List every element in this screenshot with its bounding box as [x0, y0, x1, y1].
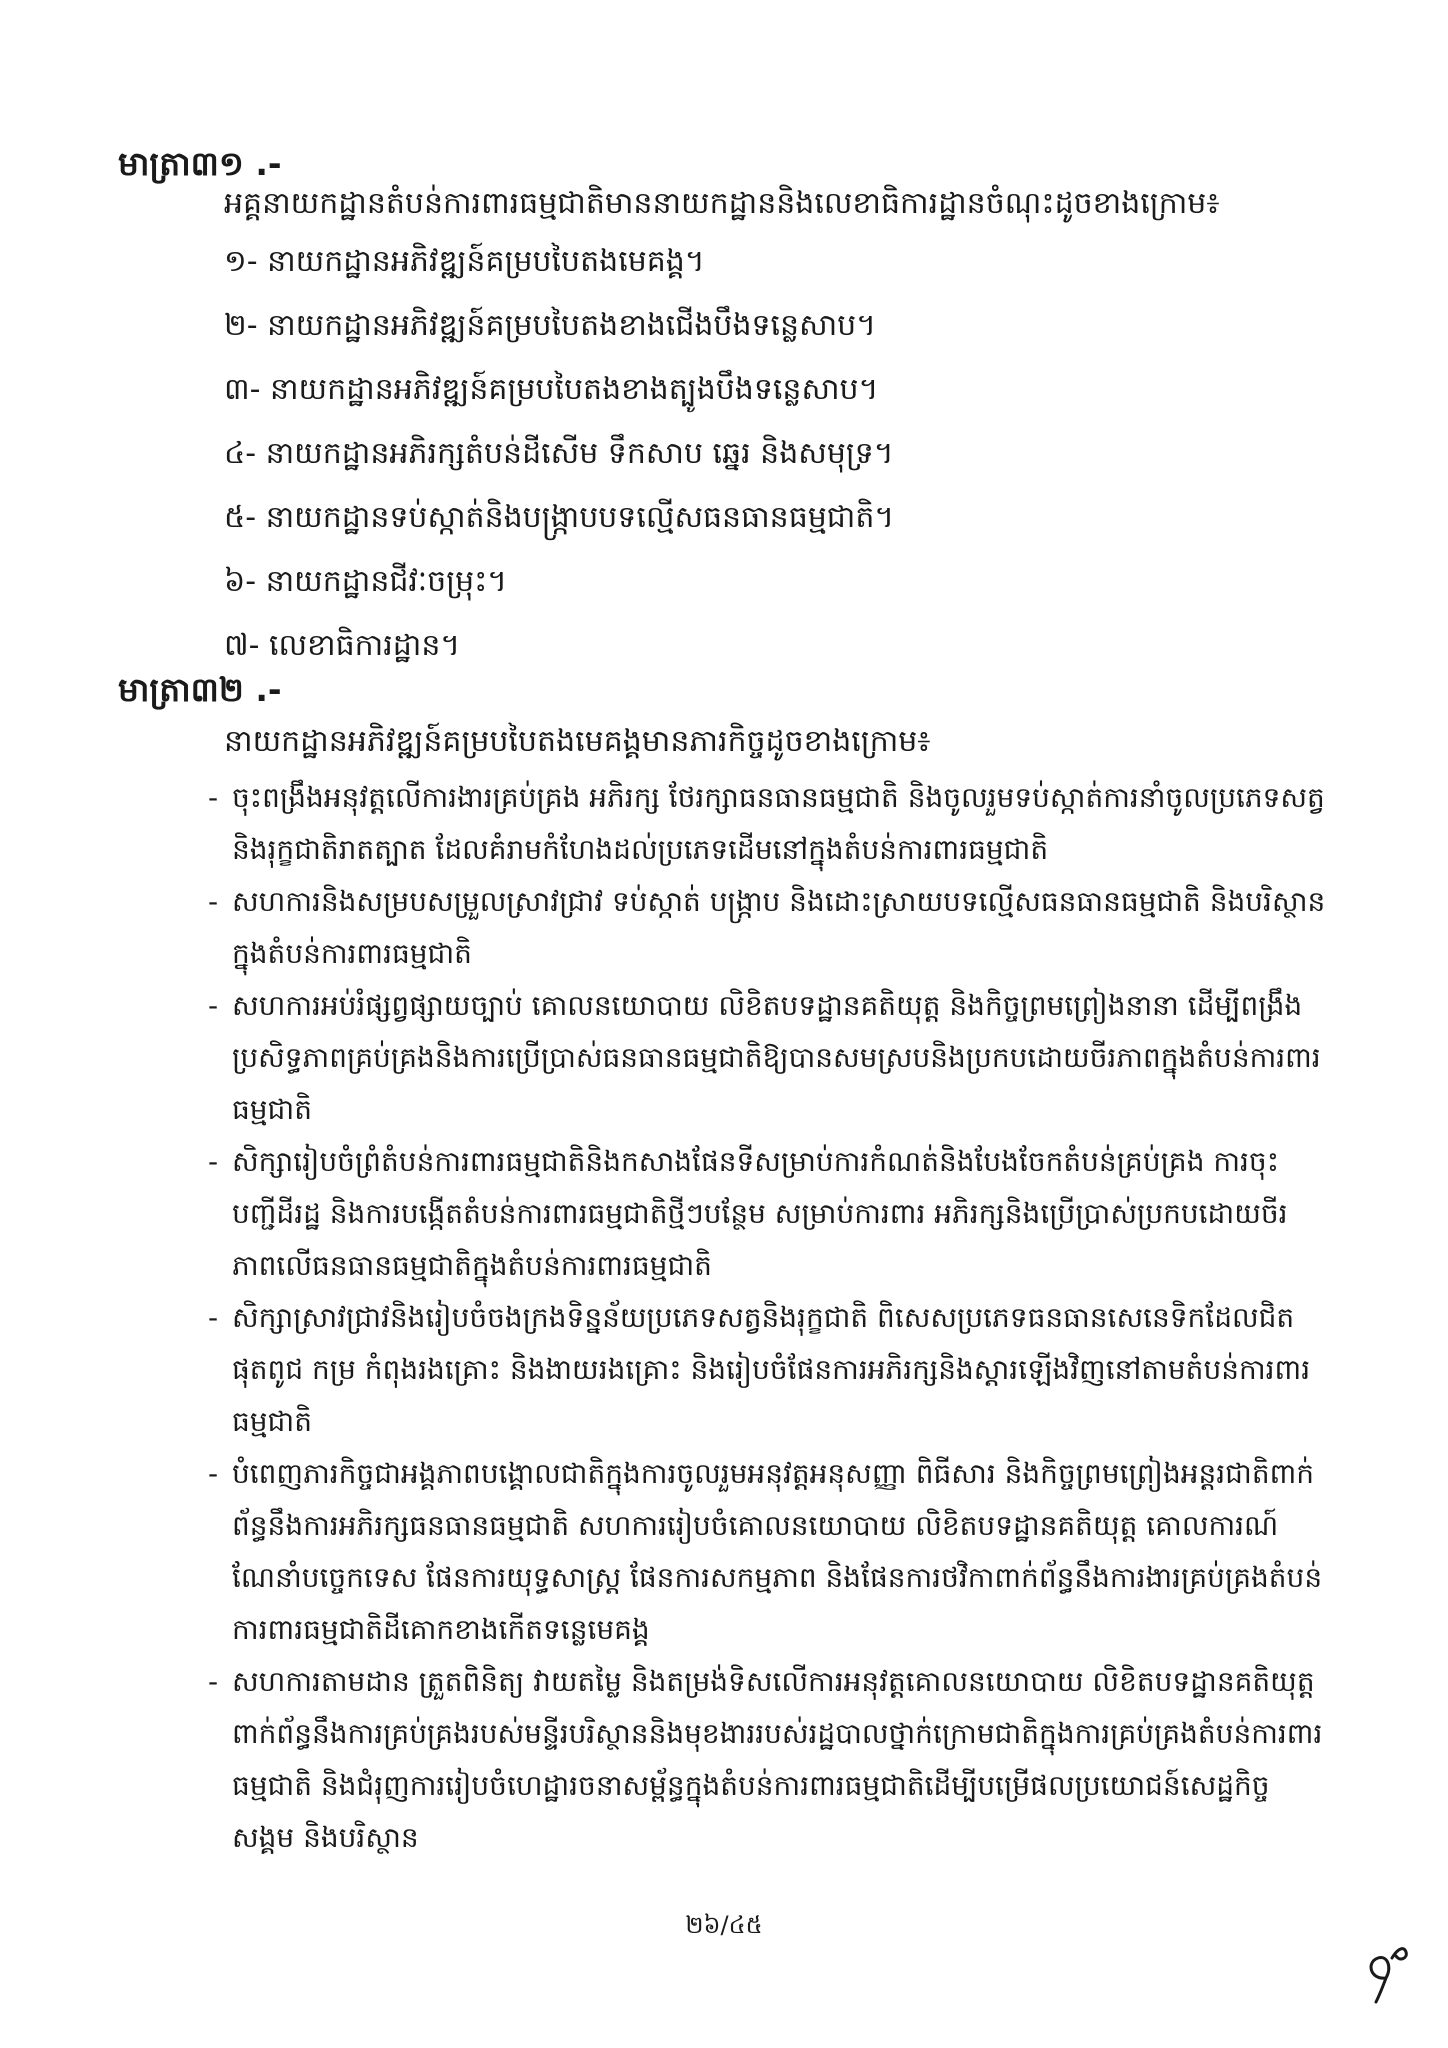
bullet-marker: - — [208, 1145, 219, 1178]
list-item — [208, 980, 1328, 1136]
list-item — [208, 1136, 1328, 1292]
list-item — [208, 876, 1328, 980]
bullet-marker: - — [208, 989, 219, 1022]
bullet-text: សហការនិងសម្របសម្រួលស្រាវជ្រាវ ទប់ស្កាត់ បង្ក្រាប និងដោះស្រាយបទល្មើសធនធានធម្មជាតិ និងបរិស្ថានក្នុងតំបន់ការពារធម្មជាតិ — [232, 885, 1326, 970]
bullet-marker: - — [208, 781, 219, 814]
list-item: ១- នាយកដ្ឋានអភិវឌ្ឍន៍គម្របបៃតងមេគង្គ។ — [224, 244, 705, 279]
bullet-marker: - — [208, 885, 219, 918]
handwritten-initial-mark — [1356, 1928, 1416, 2008]
article-32-heading: មាត្រា៣២ .- — [118, 670, 282, 709]
list-item: ៧- លេខាធិការដ្ឋាន។ — [224, 628, 461, 663]
list-item: ២- នាយកដ្ឋានអភិវឌ្ឍន៍គម្របបៃតងខាងជើងបឹងទន្លេសាប។ — [224, 308, 877, 343]
bullet-text: សហការតាមដាន ត្រួតពិនិត្យ វាយតម្លៃ និងតម្រង់ទិសលើការអនុវត្តគោលនយោបាយ លិខិតបទដ្ឋានគតិយុត្តពាក់ព័ន្ធនឹងការគ្រប់គ្រងរបស់មន្ទីរបរិស្ថាននិងមុខងាររបស់រដ្ឋបាលថ្នាក់ក្រោមជាតិក្នុងការគ្រប់គ្រងតំបន់ការពារធម្មជាតិ និងជំរុញការរៀបចំហេដ្ឋារចនាសម្ព័ន្ធក្នុងតំបន់ការពារធម្មជាតិដើម្បីបម្រើផលប្រយោជន៍សេដ្ឋកិច្ច សង្គម និងបរិស្ថាន — [232, 1665, 1323, 1854]
article-32-intro: នាយកដ្ឋានអភិវឌ្ឍន៍គម្របបៃតងមេគង្គមានភារកិច្ចដូចខាងក្រោម៖ — [224, 724, 931, 759]
article-31-intro: អគ្គនាយកដ្ឋានតំបន់ការពារធម្មជាតិមាននាយកដ្ឋាននិងលេខាធិការដ្ឋានចំណុះដូចខាងក្រោម៖ — [224, 186, 1220, 221]
bullet-marker: - — [208, 1457, 219, 1490]
list-item — [208, 1656, 1328, 1864]
list-item: ៣- នាយកដ្ឋានអភិវឌ្ឍន៍គម្របបៃតងខាងត្បូងបឹងទន្លេសាប។ — [224, 372, 879, 407]
bullet-text: សហការអប់រំផ្សព្វផ្សាយច្បាប់ គោលនយោបាយ លិខិតបទដ្ឋានគតិយុត្ត និងកិច្ចព្រមព្រៀងនានា ដើម្បីពង្រឹងប្រសិទ្ធភាពគ្រប់គ្រងនិងការប្រើប្រាស់ធនធានធម្មជាតិឱ្យបានសមស្របនិងប្រកបដោយចីរភាពក្នុងតំបន់ការពារធម្មជាតិ — [232, 989, 1321, 1126]
bullet-text: សិក្សាស្រាវជ្រាវនិងរៀបចំចងក្រងទិន្នន័យប្រភេទសត្វនិងរុក្ខជាតិ ពិសេសប្រភេទធនធានសេនេទិកដែលជិតផុតពូជ កម្រ កំពុងរងគ្រោះ និងងាយរងគ្រោះ និងរៀបចំផែនការអភិរក្សនិងស្តារឡើងវិញនៅតាមតំបន់ការពារធម្មជាតិ — [232, 1301, 1311, 1438]
list-item: ៦- នាយកដ្ឋានជីវៈចម្រុះ។ — [224, 564, 508, 599]
list-item: ៤- នាយកដ្ឋានអភិរក្សតំបន់ដីសើម ទឹកសាប ឆ្នេរ និងសមុទ្រ។ — [224, 436, 894, 471]
page-number: ២៦/៤៥ — [685, 1911, 763, 1939]
list-item: ៥- នាយកដ្ឋានទប់ស្កាត់និងបង្ក្រាបបទល្មើសធនធានធម្មជាតិ។ — [224, 500, 895, 535]
bullet-marker: - — [208, 1301, 219, 1334]
list-item — [208, 1292, 1328, 1448]
bullet-text: ចុះពង្រឹងអនុវត្តលើការងារគ្រប់គ្រង អភិរក្ស ថែរក្សាធនធានធម្មជាតិ និងចូលរួមទប់ស្កាត់ការនាំចូលប្រភេទសត្វនិងរុក្ខជាតិរាតត្បាត ដែលគំរាមកំហែងដល់ប្រភេទដើមនៅក្នុងតំបន់ការពារធម្មជាតិ — [232, 781, 1325, 866]
bullet-marker: - — [208, 1665, 219, 1698]
bullet-text: បំពេញភារកិច្ចជាអង្គភាពបង្គោលជាតិក្នុងការចូលរួមអនុវត្តអនុសញ្ញា ពិធីសារ និងកិច្ចព្រមព្រៀងអន្តរជាតិពាក់ព័ន្ធនឹងការអភិរក្សធនធានធម្មជាតិ សហការរៀបចំគោលនយោបាយ លិខិតបទដ្ឋានគតិយុត្ត គោលការណ៍ណែនាំបច្ចេកទេស ផែនការយុទ្ធសាស្ត្រ ផែនការសកម្មភាព និងផែនការថវិកាពាក់ព័ន្ធនឹងការងារគ្រប់គ្រងតំបន់ការពារធម្មជាតិដីគោកខាងកើតទន្លេមេគង្គ — [232, 1457, 1323, 1646]
article-31-heading: មាត្រា៣១ .- — [118, 144, 282, 183]
list-item — [208, 1448, 1328, 1656]
list-item — [208, 772, 1328, 876]
bullet-text: សិក្សារៀបចំព្រំតំបន់ការពារធម្មជាតិនិងកសាងផែនទីសម្រាប់ការកំណត់និងបែងចែកតំបន់គ្រប់គ្រង ការចុះបញ្ជីដីរដ្ឋ និងការបង្កើតតំបន់ការពារធម្មជាតិថ្មីៗបន្ថែម សម្រាប់ការពារ អភិរក្សនិងប្រើប្រាស់ប្រកបដោយចីរភាពលើធនធានធម្មជាតិក្នុងតំបន់ការពារធម្មជាតិ — [232, 1145, 1288, 1282]
